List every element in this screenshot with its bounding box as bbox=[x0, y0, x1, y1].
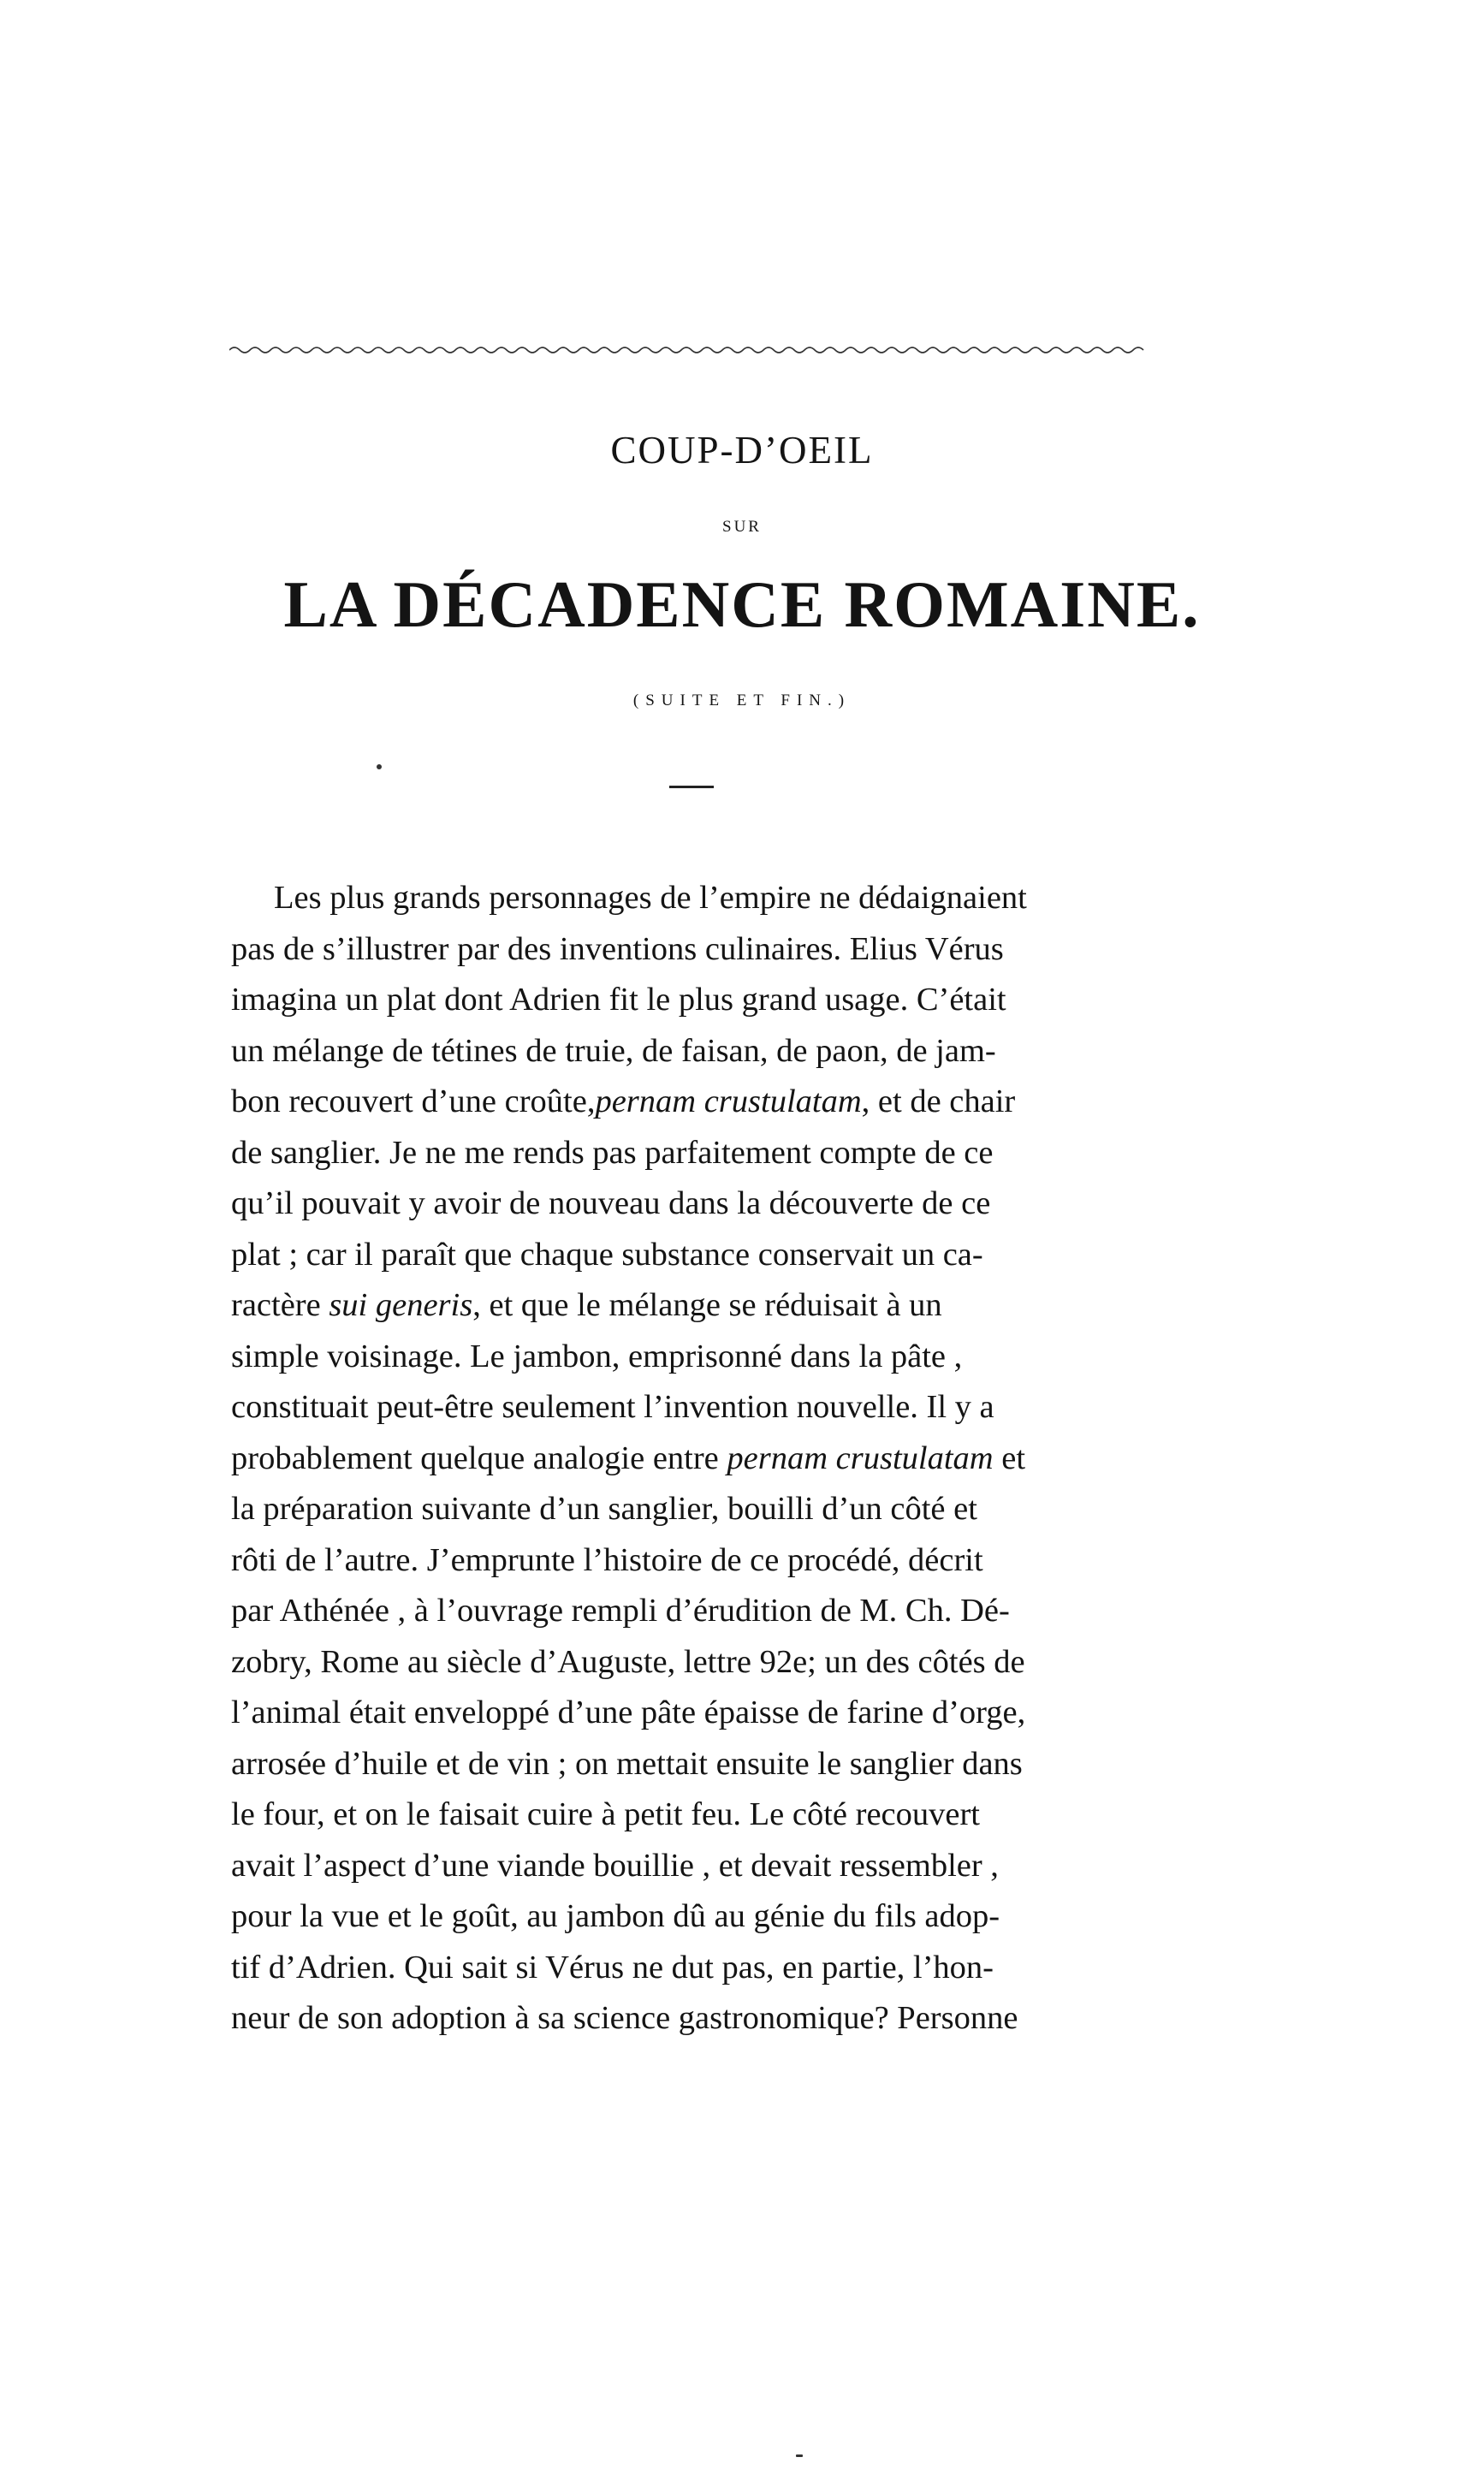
body-paragraph bbox=[231, 873, 1143, 2045]
ink-speck bbox=[796, 2454, 803, 2457]
text-line bbox=[231, 1433, 1143, 1485]
text-line bbox=[231, 1739, 1143, 1790]
title-coup-doeil: COUP-D’OEIL bbox=[610, 429, 874, 472]
section-divider bbox=[669, 786, 714, 788]
ink-speck bbox=[377, 764, 382, 769]
text-line bbox=[231, 1382, 1143, 1433]
text-line bbox=[231, 1026, 1143, 1077]
text-line bbox=[231, 1790, 1143, 1841]
text-fragment: un mélange de tétines de truie, de faisan, de paon, de jam- bbox=[231, 1032, 996, 1069]
text-fragment: , et que le mélange se réduisait à un bbox=[472, 1287, 942, 1323]
text-fragment: par Athénée , à l’ouvrage rempli d’érudition de M. Ch. Dé- bbox=[231, 1593, 1010, 1629]
text-fragment: imagina un plat dont Adrien fit le plus grand usage. C’était bbox=[231, 982, 1006, 1018]
italic-latin-phrase: sui generis bbox=[329, 1287, 473, 1323]
italic-latin-phrase: pernam crustulatam bbox=[595, 1083, 862, 1119]
text-fragment: rôti de l’autre. J’emprunte l’histoire de ce procédé, décrit bbox=[231, 1541, 983, 1578]
text-line bbox=[231, 1586, 1143, 1637]
text-fragment: la préparation suivante d’un sanglier, bouilli d’un côté et bbox=[231, 1491, 977, 1527]
text-line bbox=[231, 1178, 1143, 1230]
text-fragment: pour la vue et le goût, au jambon dû au génie du fils adop- bbox=[231, 1898, 1000, 1934]
text-fragment: neur de son adoption à sa science gastronomique? Personne bbox=[231, 2000, 1018, 2036]
text-line bbox=[231, 1077, 1143, 1128]
text-fragment: plat ; car il paraît que chaque substance conservait un ca- bbox=[231, 1236, 983, 1273]
text-fragment: avait l’aspect d’une viande bouillie , et devait ressembler , bbox=[231, 1847, 999, 1884]
text-fragment: zobry, Rome au siècle d’Auguste, lettre 92e; un des côtés de bbox=[231, 1643, 1025, 1680]
text-fragment: de sanglier. Je ne me rends pas parfaitement compte de ce bbox=[231, 1134, 994, 1171]
text-fragment: le four, et on le faisait cuire à petit feu. Le côté recouvert bbox=[231, 1796, 980, 1832]
text-line bbox=[231, 1230, 1143, 1281]
text-line bbox=[231, 1943, 1143, 1994]
text-fragment: arrosée d’huile et de vin ; on mettait ensuite le sanglier dans bbox=[231, 1745, 1023, 1782]
text-fragment: l’animal était enveloppé d’une pâte épaisse de farine d’orge, bbox=[231, 1695, 1026, 1730]
text-fragment: bon recouvert d’une croûte, bbox=[231, 1083, 596, 1119]
italic-latin-phrase: pernam crustulatam bbox=[727, 1439, 994, 1476]
text-line bbox=[231, 873, 1143, 924]
text-line bbox=[231, 1484, 1143, 1535]
text-fragment: simple voisinage. Le jambon, emprisonné dans la pâte , bbox=[231, 1338, 963, 1374]
text-fragment: Les plus grands personnages de l’empire ne dédaignaient bbox=[274, 880, 1027, 916]
text-line bbox=[231, 1128, 1143, 1179]
title-sur: SUR bbox=[722, 518, 762, 536]
text-line bbox=[231, 1688, 1143, 1739]
text-line bbox=[231, 975, 1143, 1026]
text-line bbox=[231, 1891, 1143, 1943]
text-line bbox=[231, 1637, 1143, 1689]
text-fragment: , et de chair bbox=[861, 1083, 1016, 1119]
text-line bbox=[231, 1280, 1143, 1332]
text-fragment: probablement quelque analogie entre bbox=[231, 1439, 727, 1476]
text-line bbox=[231, 1332, 1143, 1383]
text-fragment: pas de s’illustrer par des inventions culinaires. Elius Vérus bbox=[231, 930, 1004, 967]
text-fragment: ractère bbox=[231, 1287, 329, 1323]
text-fragment: qu’il pouvait y avoir de nouveau dans la découverte de ce bbox=[231, 1185, 991, 1221]
text-fragment: constituait peut-être seulement l’invention nouvelle. Il y a bbox=[231, 1389, 994, 1425]
subtitle-suite-et-fin: (SUITE ET FIN.) bbox=[632, 691, 852, 709]
text-line bbox=[231, 924, 1143, 976]
page-title: LA DÉCADENCE ROMAINE. bbox=[283, 567, 1201, 641]
text-line bbox=[231, 1535, 1143, 1587]
text-line bbox=[231, 1841, 1143, 1892]
ornamental-rule bbox=[229, 338, 1145, 359]
text-fragment: tif d’Adrien. Qui sait si Vérus ne dut pas, en partie, l’hon- bbox=[231, 1949, 994, 1985]
text-line bbox=[231, 1993, 1143, 2045]
text-fragment: et bbox=[993, 1439, 1026, 1476]
